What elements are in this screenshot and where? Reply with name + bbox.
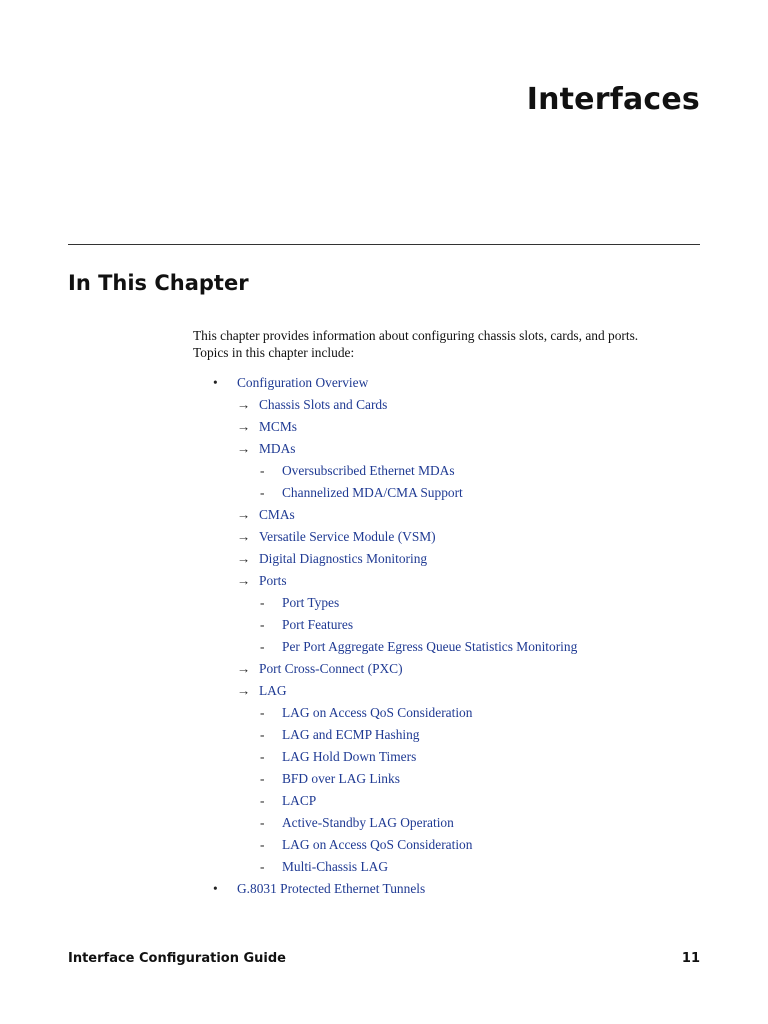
topic-link[interactable]: MCMs [259, 419, 297, 434]
footer-guide-title: Interface Configuration Guide [68, 951, 287, 966]
arrow-right-icon: → [237, 573, 251, 588]
bullet-icon: • [213, 375, 218, 390]
topic-link[interactable]: Ports [259, 573, 287, 588]
topic-item [193, 439, 713, 461]
topic-link[interactable]: BFD over LAG Links [282, 771, 400, 786]
topic-link[interactable]: LAG on Access QoS Consideration [282, 705, 473, 720]
topic-item [193, 769, 713, 791]
topic-item [193, 615, 713, 637]
dash-icon: - [260, 815, 265, 830]
arrow-right-icon: → [237, 661, 251, 676]
dash-icon: - [260, 485, 265, 500]
topic-item [193, 791, 713, 813]
topic-item [193, 835, 713, 857]
topic-link[interactable]: LACP [282, 793, 317, 808]
topic-link[interactable]: G.8031 Protected Ethernet Tunnels [237, 881, 426, 896]
topic-item [193, 857, 713, 879]
topic-link[interactable]: LAG and ECMP Hashing [282, 727, 420, 742]
topic-link[interactable]: LAG on Access QoS Consideration [282, 837, 473, 852]
topic-item [193, 637, 713, 659]
dash-icon: - [260, 749, 265, 764]
topic-item [193, 703, 713, 725]
arrow-right-icon: → [237, 419, 251, 434]
topic-item [193, 527, 713, 549]
topic-link[interactable]: Chassis Slots and Cards [259, 397, 388, 412]
topic-item [193, 747, 713, 769]
page-number: 11 [681, 951, 700, 966]
topic-link[interactable]: Versatile Service Module (VSM) [259, 529, 436, 544]
topic-item [193, 461, 713, 483]
arrow-right-icon: → [237, 551, 251, 566]
bullet-icon: • [213, 881, 218, 896]
topic-item [193, 483, 713, 505]
topic-link[interactable]: Configuration Overview [237, 375, 369, 390]
dash-icon: - [260, 705, 265, 720]
arrow-right-icon: → [237, 397, 251, 412]
topic-link[interactable]: MDAs [259, 441, 296, 456]
dash-icon: - [260, 639, 265, 654]
topic-link[interactable]: CMAs [259, 507, 295, 522]
intro-line-1: This chapter provides information about configuring chassis slots, cards, and ports. [193, 328, 639, 343]
topic-link[interactable]: Oversubscribed Ethernet MDAs [282, 463, 455, 478]
topic-link[interactable]: Active-Standby LAG Operation [282, 815, 454, 830]
topic-link[interactable]: Multi-Chassis LAG [282, 859, 389, 874]
dash-icon: - [260, 837, 265, 852]
horizontal-rule [68, 244, 700, 245]
topic-item [193, 395, 713, 417]
dash-icon: - [260, 727, 265, 742]
topic-item [193, 813, 713, 835]
topic-link[interactable]: Digital Diagnostics Monitoring [259, 551, 428, 566]
topic-item [193, 417, 713, 439]
topic-item [193, 549, 713, 571]
intro-line-2: Topics in this chapter include: [193, 345, 355, 360]
topic-link[interactable]: LAG [259, 683, 287, 698]
topic-link[interactable]: LAG Hold Down Timers [282, 749, 417, 764]
dash-icon: - [260, 617, 265, 632]
topic-item [193, 571, 713, 593]
topic-item [193, 505, 713, 527]
dash-icon: - [260, 793, 265, 808]
dash-icon: - [260, 463, 265, 478]
topic-item [193, 725, 713, 747]
dash-icon: - [260, 859, 265, 874]
topic-item [193, 681, 713, 703]
topic-item [193, 659, 713, 681]
arrow-right-icon: → [237, 529, 251, 544]
topic-link[interactable]: Channelized MDA/CMA Support [282, 485, 463, 500]
chapter-title: Interfaces [526, 82, 700, 117]
topic-link[interactable]: Port Cross-Connect (PXC) [259, 661, 403, 676]
intro-paragraph [193, 327, 693, 361]
page-footer [68, 951, 700, 966]
arrow-right-icon: → [237, 507, 251, 522]
topics-list [193, 373, 713, 901]
topic-link[interactable]: Port Features [282, 617, 354, 632]
dash-icon: - [260, 595, 265, 610]
section-heading: In This Chapter [68, 271, 249, 295]
topic-item [193, 593, 713, 615]
topic-link[interactable]: Port Types [282, 595, 340, 610]
topic-item [193, 879, 713, 901]
dash-icon: - [260, 771, 265, 786]
arrow-right-icon: → [237, 683, 251, 698]
topic-link[interactable]: Per Port Aggregate Egress Queue Statistics Monitoring [282, 639, 578, 654]
arrow-right-icon: → [237, 441, 251, 456]
topic-item [193, 373, 713, 395]
